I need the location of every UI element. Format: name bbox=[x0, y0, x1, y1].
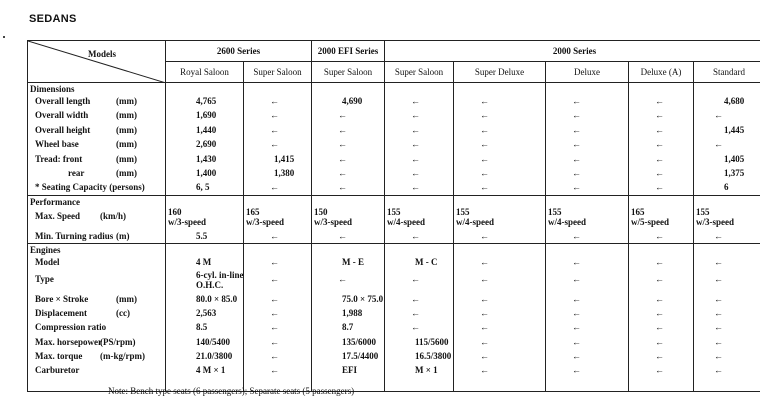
model-value-column bbox=[694, 195, 760, 243]
corner-diagonal bbox=[28, 41, 166, 83]
spacer bbox=[546, 246, 628, 255]
table-cell: 4 M bbox=[196, 257, 212, 268]
table-cell: 155 w/4-speed bbox=[456, 206, 494, 227]
table-cell: 1,380 bbox=[274, 167, 295, 178]
section-label-column bbox=[28, 244, 166, 392]
same-as-left-arrow: ← bbox=[655, 293, 664, 304]
same-as-left-arrow: ← bbox=[411, 96, 420, 106]
row-unit-text: (mm) bbox=[116, 153, 137, 164]
same-as-left-arrow: ← bbox=[270, 257, 279, 268]
model-value-column bbox=[385, 83, 454, 196]
model-value-column bbox=[454, 83, 546, 196]
spacer bbox=[166, 85, 243, 94]
model-header-cell: Royal Saloon bbox=[166, 62, 244, 83]
row-label bbox=[28, 349, 165, 363]
footnote: Note: Bench type seats (6 passengers); Separate seats (5 passengers) bbox=[108, 386, 355, 396]
same-as-left-arrow: ← bbox=[714, 110, 723, 121]
model-value-column bbox=[244, 195, 312, 243]
spacer bbox=[694, 246, 760, 255]
same-as-left-arrow: ← bbox=[480, 257, 489, 268]
section-label-column bbox=[28, 83, 166, 196]
same-as-left-arrow: ← bbox=[714, 230, 723, 241]
same-as-left-arrow: ← bbox=[480, 351, 489, 362]
same-as-left-arrow: ← bbox=[270, 124, 279, 135]
same-as-left-arrow: ← bbox=[411, 230, 420, 241]
model-value-column bbox=[385, 244, 454, 392]
same-as-left-arrow: ← bbox=[338, 139, 347, 150]
table-cell: 2,690 bbox=[196, 139, 217, 150]
spacer bbox=[546, 85, 628, 94]
same-as-left-arrow: ← bbox=[714, 351, 723, 362]
model-header-cell: Super Deluxe bbox=[454, 62, 546, 83]
same-as-left-arrow: ← bbox=[480, 230, 489, 241]
spacer bbox=[629, 85, 693, 94]
spacer bbox=[166, 198, 243, 207]
table-cell: 1,375 bbox=[724, 167, 745, 178]
section-dimensions bbox=[28, 83, 760, 196]
same-as-left-arrow: ← bbox=[655, 230, 664, 241]
row-label bbox=[28, 137, 165, 151]
same-as-left-arrow: ← bbox=[655, 182, 664, 193]
same-as-left-arrow: ← bbox=[714, 139, 723, 150]
same-as-left-arrow: ← bbox=[338, 230, 347, 241]
row-unit-text: (mm) bbox=[116, 124, 137, 135]
same-as-left-arrow: ← bbox=[480, 307, 489, 318]
spacer bbox=[629, 198, 693, 207]
row-label bbox=[28, 335, 165, 349]
model-header-cell: Super Saloon bbox=[244, 62, 312, 83]
same-as-left-arrow: ← bbox=[655, 153, 664, 164]
row-label-text: Bore × Stroke bbox=[35, 293, 89, 304]
row-label-text: Overall width bbox=[35, 110, 89, 121]
same-as-left-arrow: ← bbox=[480, 336, 489, 347]
same-as-left-arrow: ← bbox=[714, 336, 723, 347]
same-as-left-arrow: ← bbox=[411, 322, 420, 333]
table-cell: 150 w/3-speed bbox=[314, 206, 352, 227]
table-cell: 1,440 bbox=[196, 124, 217, 135]
row-label-text: * Seating Capacity (persons) bbox=[35, 182, 145, 193]
same-as-left-arrow: ← bbox=[338, 273, 347, 284]
spec-table bbox=[27, 40, 760, 392]
same-as-left-arrow: ← bbox=[411, 273, 420, 284]
model-value-column bbox=[312, 195, 385, 243]
model-header-cell: Deluxe (A) bbox=[629, 62, 694, 83]
row-label bbox=[28, 207, 165, 229]
row-label-text: Overall height bbox=[35, 124, 91, 135]
model-header-cell: Super Saloon bbox=[385, 62, 454, 83]
model-value-column bbox=[629, 83, 694, 196]
section-title: Performance bbox=[30, 197, 80, 207]
same-as-left-arrow: ← bbox=[411, 153, 420, 164]
same-as-left-arrow: ← bbox=[572, 336, 581, 347]
same-as-left-arrow: ← bbox=[572, 110, 581, 121]
table-cell: 1,445 bbox=[724, 124, 745, 135]
table-cell: 165 w/3-speed bbox=[246, 206, 284, 227]
same-as-left-arrow: ← bbox=[338, 153, 347, 164]
model-value-column bbox=[166, 83, 244, 196]
row-unit-text: (mm) bbox=[116, 139, 137, 150]
table-cell: M - E bbox=[342, 257, 364, 268]
table-cell: 4,690 bbox=[342, 96, 363, 106]
table-cell: 6, 5 bbox=[196, 182, 210, 193]
section-title: Engines bbox=[30, 246, 61, 256]
same-as-left-arrow: ← bbox=[411, 182, 420, 193]
same-as-left-arrow: ← bbox=[270, 336, 279, 347]
table-cell: 135/6000 bbox=[342, 336, 377, 347]
spacer bbox=[385, 198, 453, 207]
model-value-column bbox=[454, 195, 546, 243]
same-as-left-arrow: ← bbox=[655, 96, 664, 106]
same-as-left-arrow: ← bbox=[480, 110, 489, 121]
row-label bbox=[28, 306, 165, 320]
same-as-left-arrow: ← bbox=[572, 167, 581, 178]
row-label-text: Type bbox=[35, 273, 54, 284]
spacer bbox=[312, 198, 384, 207]
same-as-left-arrow: ← bbox=[655, 139, 664, 150]
same-as-left-arrow: ← bbox=[655, 257, 664, 268]
same-as-left-arrow: ← bbox=[338, 124, 347, 135]
table-cell: 4 M × 1 bbox=[196, 365, 226, 376]
spacer bbox=[244, 198, 311, 207]
table-cell: 155 w/4-speed bbox=[387, 206, 425, 227]
model-header-cell: Standard bbox=[694, 62, 760, 83]
table-cell: 155 w/4-speed bbox=[548, 206, 586, 227]
table-cell: 75.0 × 75.0 bbox=[342, 293, 384, 304]
row-label-text: Displacement bbox=[35, 307, 87, 318]
row-label bbox=[28, 363, 165, 377]
table-cell: 6-cyl. in-line O.H.C. bbox=[196, 269, 243, 290]
table-cell: 1,430 bbox=[196, 153, 217, 164]
same-as-left-arrow: ← bbox=[270, 96, 279, 106]
same-as-left-arrow: ← bbox=[411, 139, 420, 150]
same-as-left-arrow: ← bbox=[655, 351, 664, 362]
row-label-text: rear bbox=[68, 167, 85, 178]
series-2600: 2600 Series bbox=[166, 41, 312, 62]
spacer bbox=[312, 246, 384, 255]
model-value-column bbox=[312, 244, 385, 392]
same-as-left-arrow: ← bbox=[572, 153, 581, 164]
row-label-text: Max. horsepower bbox=[35, 336, 102, 347]
table-cell: 1,405 bbox=[724, 153, 745, 164]
model-value-column bbox=[454, 244, 546, 392]
table-cell: 160 w/3-speed bbox=[168, 206, 206, 227]
table-cell: 155 w/3-speed bbox=[696, 206, 734, 227]
row-unit-text: (mm) bbox=[116, 96, 137, 106]
same-as-left-arrow: ← bbox=[480, 273, 489, 284]
row-label bbox=[28, 292, 165, 306]
same-as-left-arrow: ← bbox=[714, 273, 723, 284]
spacer bbox=[454, 85, 545, 94]
row-label-text: Carburetor bbox=[35, 365, 80, 376]
same-as-left-arrow: ← bbox=[572, 230, 581, 241]
margin-mark bbox=[3, 36, 5, 38]
same-as-left-arrow: ← bbox=[270, 307, 279, 318]
same-as-left-arrow: ← bbox=[655, 273, 664, 284]
row-label bbox=[28, 320, 165, 334]
model-value-column bbox=[694, 83, 760, 196]
same-as-left-arrow: ← bbox=[411, 110, 420, 121]
row-label bbox=[28, 229, 165, 243]
table-cell: 4,765 bbox=[196, 96, 217, 106]
row-label bbox=[28, 108, 165, 122]
row-unit-text: (m) bbox=[116, 230, 130, 241]
same-as-left-arrow: ← bbox=[411, 307, 420, 318]
row-unit-text: (mm) bbox=[116, 293, 137, 304]
same-as-left-arrow: ← bbox=[572, 139, 581, 150]
same-as-left-arrow: ← bbox=[480, 96, 489, 106]
same-as-left-arrow: ← bbox=[270, 293, 279, 304]
row-label-text: Compression ratio bbox=[35, 322, 107, 333]
table-cell: EFI bbox=[342, 365, 358, 376]
same-as-left-arrow: ← bbox=[572, 124, 581, 135]
same-as-left-arrow: ← bbox=[714, 293, 723, 304]
model-value-column bbox=[166, 244, 244, 392]
model-header-cell: Super Saloon bbox=[312, 62, 385, 83]
model-value-column bbox=[694, 244, 760, 392]
same-as-left-arrow: ← bbox=[270, 110, 279, 121]
series-2000-efi: 2000 EFI Series bbox=[312, 41, 385, 62]
model-value-column bbox=[166, 195, 244, 243]
table-cell: 6 bbox=[724, 182, 729, 193]
same-as-left-arrow: ← bbox=[270, 182, 279, 193]
table-cell: 1,690 bbox=[196, 110, 217, 121]
same-as-left-arrow: ← bbox=[655, 365, 664, 376]
table-cell: 140/5400 bbox=[196, 336, 231, 347]
same-as-left-arrow: ← bbox=[714, 307, 723, 318]
table-cell: 5.5 bbox=[196, 230, 208, 241]
table-cell: M - C bbox=[415, 257, 438, 268]
table-cell: 1,400 bbox=[196, 167, 217, 178]
table-cell: 4,680 bbox=[724, 96, 745, 106]
model-value-column bbox=[385, 195, 454, 243]
row-unit-text: (m-kg/rpm) bbox=[100, 351, 145, 362]
table-cell: 1,415 bbox=[274, 153, 295, 164]
table-cell: 115/5600 bbox=[415, 336, 449, 347]
same-as-left-arrow: ← bbox=[480, 293, 489, 304]
same-as-left-arrow: ← bbox=[270, 351, 279, 362]
section-label-column bbox=[28, 195, 166, 243]
same-as-left-arrow: ← bbox=[572, 293, 581, 304]
same-as-left-arrow: ← bbox=[480, 139, 489, 150]
row-label bbox=[28, 94, 165, 108]
same-as-left-arrow: ← bbox=[411, 124, 420, 135]
row-unit-text: (mm) bbox=[116, 167, 137, 178]
model-header-cell: Deluxe bbox=[546, 62, 629, 83]
spacer bbox=[312, 85, 384, 94]
model-value-column bbox=[629, 195, 694, 243]
spacer bbox=[694, 85, 760, 94]
same-as-left-arrow: ← bbox=[270, 273, 279, 284]
section-title: Dimensions bbox=[30, 85, 75, 94]
same-as-left-arrow: ← bbox=[338, 182, 347, 193]
same-as-left-arrow: ← bbox=[572, 351, 581, 362]
series-2000: 2000 Series bbox=[385, 41, 760, 62]
row-label bbox=[28, 255, 165, 269]
header-corner bbox=[28, 41, 166, 83]
spacer bbox=[385, 85, 453, 94]
same-as-left-arrow: ← bbox=[480, 365, 489, 376]
same-as-left-arrow: ← bbox=[572, 307, 581, 318]
same-as-left-arrow: ← bbox=[714, 322, 723, 333]
table-cell: M × 1 bbox=[415, 365, 438, 376]
row-label bbox=[28, 180, 165, 194]
row-label bbox=[28, 166, 165, 180]
same-as-left-arrow: ← bbox=[270, 365, 279, 376]
same-as-left-arrow: ← bbox=[714, 257, 723, 268]
row-label-text: Max. Speed bbox=[35, 210, 80, 221]
same-as-left-arrow: ← bbox=[480, 124, 489, 135]
same-as-left-arrow: ← bbox=[572, 273, 581, 284]
same-as-left-arrow: ← bbox=[655, 124, 664, 135]
same-as-left-arrow: ← bbox=[572, 322, 581, 333]
same-as-left-arrow: ← bbox=[270, 322, 279, 333]
section-performance bbox=[28, 195, 760, 243]
spacer bbox=[546, 198, 628, 207]
row-unit-text: (mm) bbox=[116, 110, 137, 121]
same-as-left-arrow: ← bbox=[480, 153, 489, 164]
table-cell: 16.5/3800 bbox=[415, 351, 452, 362]
same-as-left-arrow: ← bbox=[411, 167, 420, 178]
table-cell: 8.7 bbox=[342, 322, 354, 333]
spacer bbox=[385, 246, 453, 255]
same-as-left-arrow: ← bbox=[338, 167, 347, 178]
corner-label: Models bbox=[88, 49, 116, 59]
model-value-column bbox=[244, 244, 312, 392]
same-as-left-arrow: ← bbox=[655, 110, 664, 121]
row-label-text: Max. torque bbox=[35, 351, 83, 362]
same-as-left-arrow: ← bbox=[572, 182, 581, 193]
row-label bbox=[28, 270, 165, 292]
row-label-text: Wheel base bbox=[35, 139, 79, 150]
table-cell: 2,563 bbox=[196, 307, 217, 318]
same-as-left-arrow: ← bbox=[655, 336, 664, 347]
table-cell: 8.5 bbox=[196, 322, 208, 333]
model-value-column bbox=[546, 83, 629, 196]
spacer bbox=[454, 246, 545, 255]
spacer bbox=[629, 246, 693, 255]
same-as-left-arrow: ← bbox=[572, 365, 581, 376]
row-unit-text: (km/h) bbox=[100, 210, 127, 221]
row-label-text: Overall length bbox=[35, 96, 91, 106]
table-cell: 165 w/5-speed bbox=[631, 206, 669, 227]
model-value-column bbox=[546, 195, 629, 243]
spacer bbox=[166, 246, 243, 255]
row-label-text: Min. Turning radius bbox=[35, 230, 114, 241]
same-as-left-arrow: ← bbox=[338, 110, 347, 121]
row-label bbox=[28, 123, 165, 137]
same-as-left-arrow: ← bbox=[714, 365, 723, 376]
row-label bbox=[28, 152, 165, 166]
spacer bbox=[454, 198, 545, 207]
row-label-text: Tread: front bbox=[35, 153, 83, 164]
same-as-left-arrow: ← bbox=[572, 257, 581, 268]
page-heading: SEDANS bbox=[29, 13, 77, 25]
row-label-text: Model bbox=[35, 257, 60, 268]
spacer bbox=[244, 85, 311, 94]
table-cell: 1,988 bbox=[342, 307, 363, 318]
same-as-left-arrow: ← bbox=[572, 96, 581, 106]
same-as-left-arrow: ← bbox=[411, 293, 420, 304]
same-as-left-arrow: ← bbox=[480, 322, 489, 333]
same-as-left-arrow: ← bbox=[655, 307, 664, 318]
table-cell: 17.5/4400 bbox=[342, 351, 379, 362]
model-value-column bbox=[244, 83, 312, 196]
section-engines bbox=[28, 244, 760, 392]
spacer bbox=[244, 246, 311, 255]
row-unit-text: (cc) bbox=[116, 307, 130, 318]
table-cell: 80.0 × 85.0 bbox=[196, 293, 238, 304]
same-as-left-arrow: ← bbox=[270, 139, 279, 150]
same-as-left-arrow: ← bbox=[480, 167, 489, 178]
row-unit-text: (PS/rpm) bbox=[100, 336, 136, 347]
model-value-column bbox=[312, 83, 385, 196]
same-as-left-arrow: ← bbox=[655, 167, 664, 178]
model-value-column bbox=[546, 244, 629, 392]
same-as-left-arrow: ← bbox=[655, 322, 664, 333]
table-cell: 21.0/3800 bbox=[196, 351, 233, 362]
spacer bbox=[694, 198, 760, 207]
model-value-column bbox=[629, 244, 694, 392]
same-as-left-arrow: ← bbox=[480, 182, 489, 193]
same-as-left-arrow: ← bbox=[270, 230, 279, 241]
